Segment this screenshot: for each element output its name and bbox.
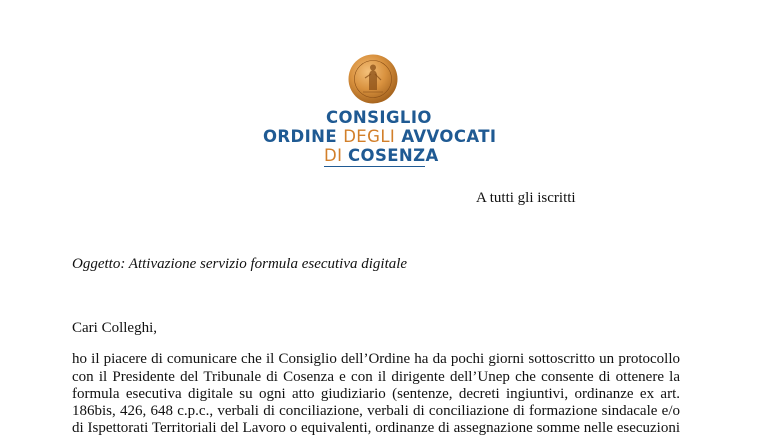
logo-line1-text: CONSIGLIO <box>326 108 432 127</box>
subject-line: Oggetto: Attivazione servizio formula esecutiva digitale <box>72 256 408 272</box>
logo-ordine-line <box>263 127 496 147</box>
logo-cosenza-line <box>324 146 439 166</box>
salutation: Cari Colleghi, <box>72 320 157 336</box>
body-line-5: di Ispettorati Territoriali del Lavoro o equivalenti, ordinanze di assegnazione somme nelle esecuzioni <box>72 420 680 436</box>
addressee-line: A tutti gli iscritti <box>476 190 576 206</box>
logo-ordine-text: ORDINE <box>263 127 344 146</box>
body-line-4: 186bis, 426, 648 c.p.c., verbali di conciliazione, verbali di conciliazione di formazione sindacale e/o <box>72 403 680 419</box>
logo-underline <box>324 166 425 167</box>
body-line-1: ho il piacere di comunicare che il Consiglio dell’Ordine ha da pochi giorni sottoscritto un protocollo <box>72 351 680 367</box>
body-line-3: formula esecutiva digitale su ogni atto giudiziario (sentenze, decreti ingiuntivi, ordinanze ex art. <box>72 386 680 402</box>
logo-cosenza-text: COSENZA <box>348 146 439 165</box>
body-line-2: con il Presidente del Tribunale di Cosenza e con il dirigente dell’Unep che consente di ottenere la <box>72 369 680 385</box>
logo-consiglio <box>326 108 432 128</box>
logo-di-text: DI <box>324 146 349 165</box>
logo-avvocati-text: AVVOCATI <box>395 127 497 146</box>
bar-association-seal-logo <box>348 54 398 104</box>
logo-degli-text: DEGLI <box>343 127 396 146</box>
